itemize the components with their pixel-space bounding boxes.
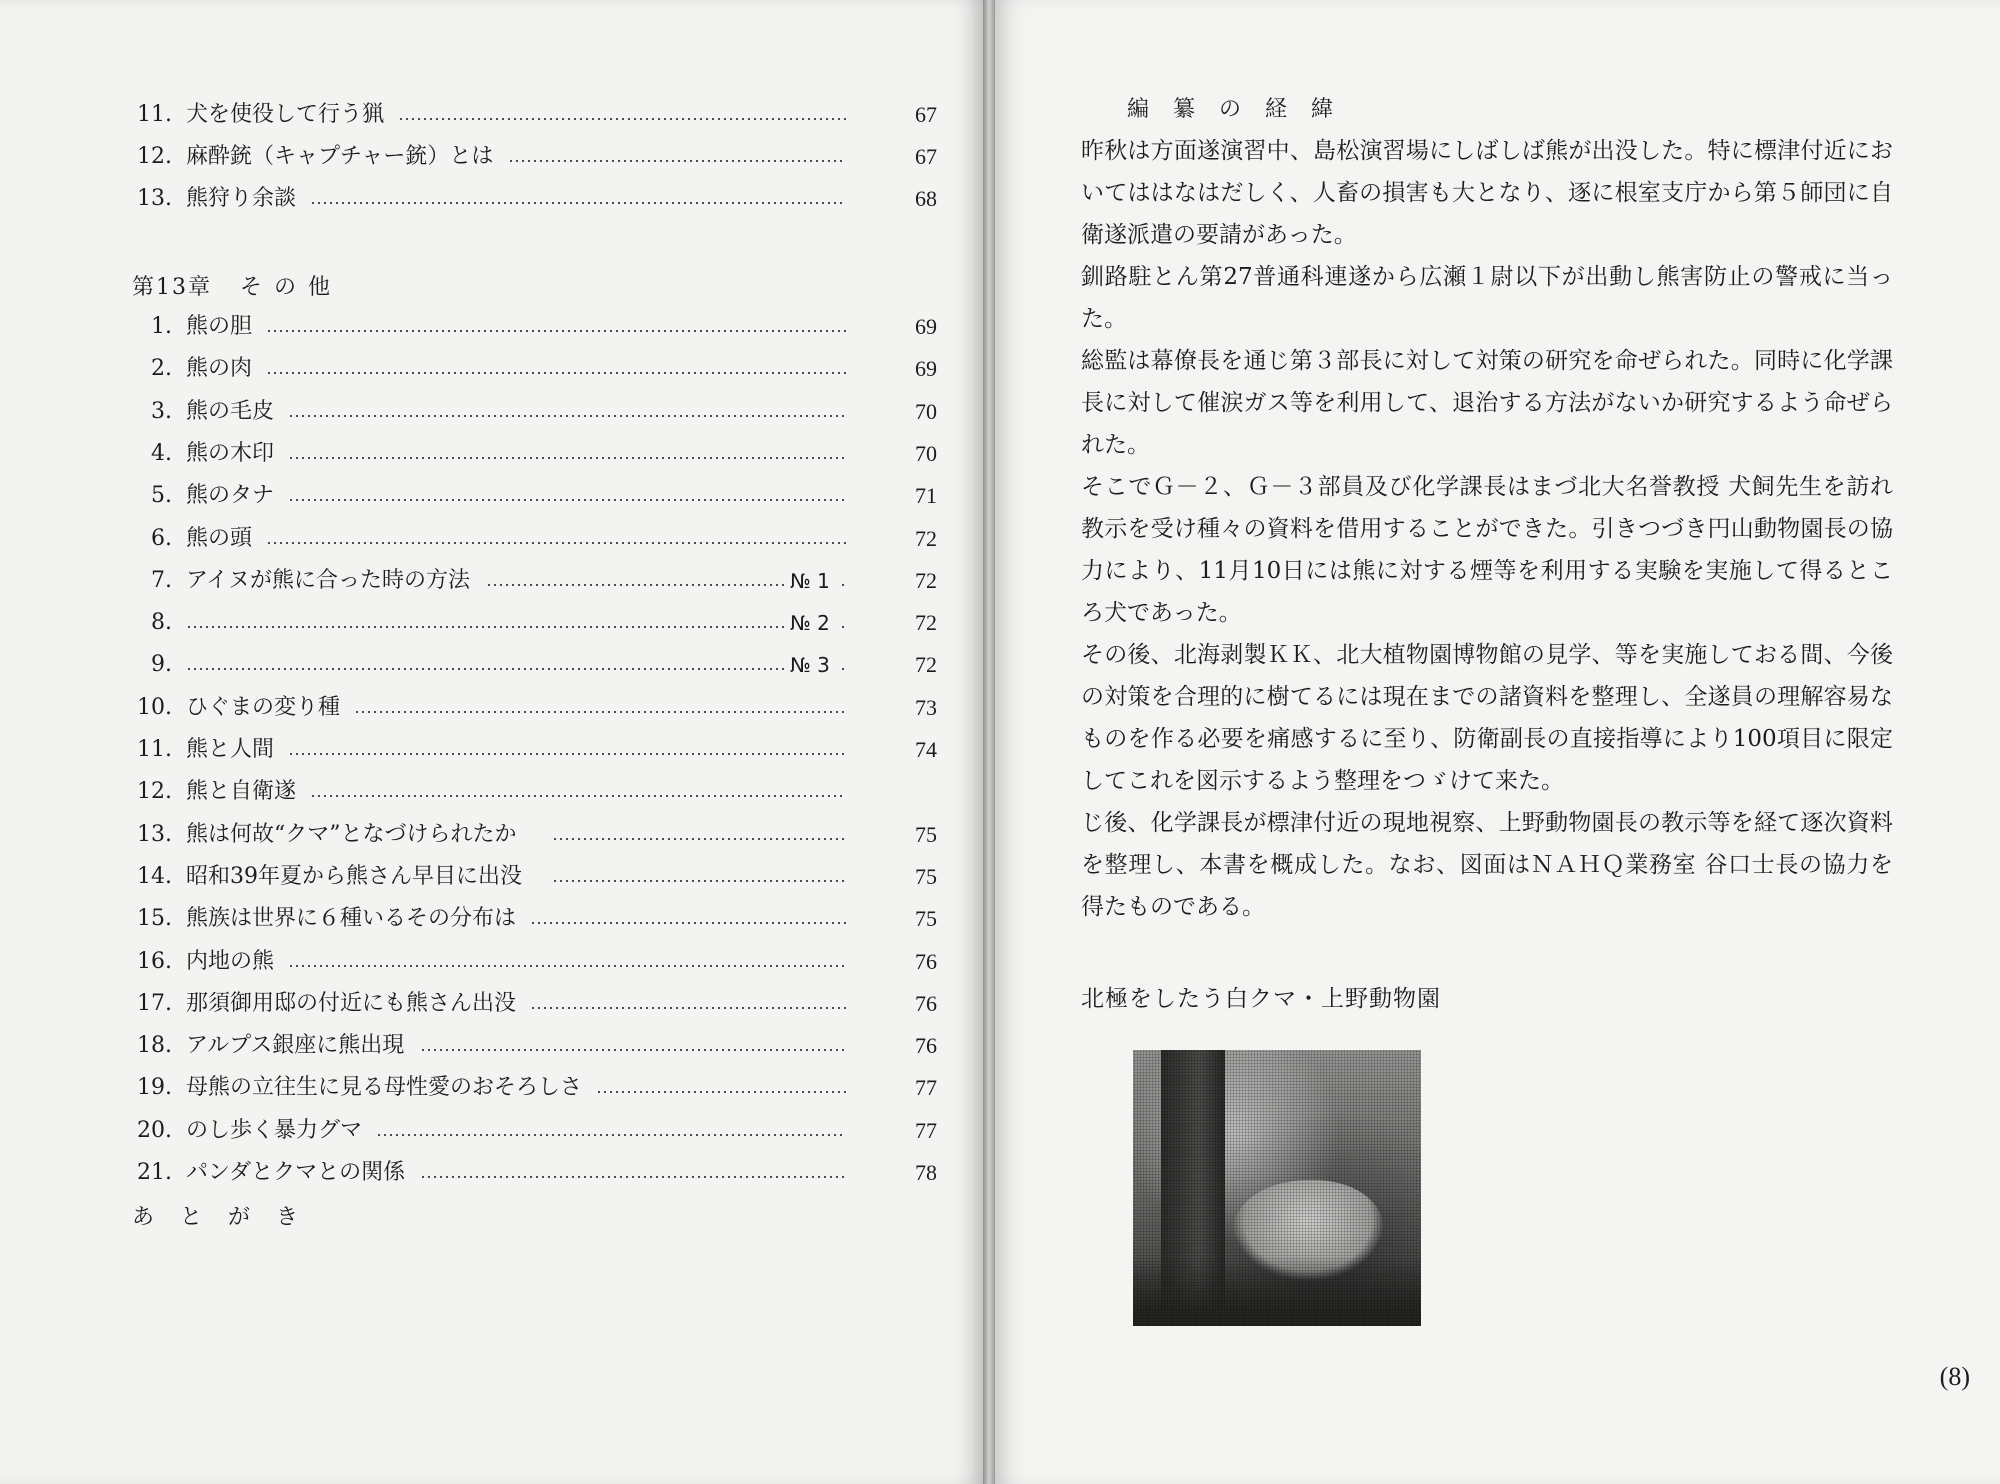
toc-title: 熊の胆 bbox=[186, 314, 253, 339]
toc-number: 9. bbox=[151, 652, 172, 678]
toc-page-number: 72 bbox=[915, 652, 937, 678]
toc-number: 3. bbox=[151, 398, 172, 424]
toc-row bbox=[0, 100, 983, 130]
toc-part-tag: № 3 bbox=[790, 653, 830, 678]
toc-row bbox=[0, 947, 983, 977]
toc-row bbox=[0, 820, 983, 850]
toc-page-number: 71 bbox=[915, 483, 937, 509]
left-page bbox=[0, 0, 983, 1484]
toc-title: 熊の毛皮 bbox=[186, 398, 275, 424]
toc-row bbox=[0, 862, 983, 892]
chapter-heading bbox=[132, 270, 342, 301]
toc-leader-dots bbox=[266, 330, 846, 332]
toc-page-number: 72 bbox=[915, 610, 937, 636]
toc-number: 15. bbox=[137, 906, 172, 932]
toc-leader-dots bbox=[552, 838, 846, 840]
toc-leader-dots bbox=[530, 1007, 846, 1009]
toc-row bbox=[0, 904, 983, 934]
toc-leader-dots bbox=[398, 118, 846, 120]
toc-title: アイヌが熊に合った時の方法 bbox=[186, 567, 471, 593]
toc-number: 20. bbox=[137, 1117, 172, 1143]
toc-leader-dots bbox=[288, 457, 846, 459]
toc-leader-dots bbox=[310, 202, 846, 204]
toc-row bbox=[0, 989, 983, 1019]
toc-title: 熊狩り余談 bbox=[186, 186, 297, 211]
toc-leader-dots bbox=[530, 922, 846, 924]
toc-number: 13. bbox=[137, 186, 172, 211]
toc-row bbox=[0, 650, 983, 680]
toc-page-number: 75 bbox=[915, 906, 937, 932]
toc-page-number: 78 bbox=[915, 1160, 937, 1185]
toc-page-number: 69 bbox=[915, 314, 937, 339]
book-gutter bbox=[983, 0, 995, 1484]
toc-number: 14. bbox=[137, 863, 172, 889]
toc-page-number: 70 bbox=[915, 440, 937, 466]
toc-title: 那須御用邸の付近にも熊さん出没 bbox=[186, 990, 517, 1016]
toc-leader-dots bbox=[288, 753, 846, 755]
paragraph-2: 釧路駐とん第27普通科連遂から広瀬１尉以下が出動し熊害防止の警戒に当った。 bbox=[1081, 264, 1893, 332]
toc-leader-dots bbox=[508, 160, 846, 162]
paragraph-6: じ後、化学課長が標津付近の現地視察、上野動物園長の教示等を経て逐次資料を整理し、本書を概成した。なお、図面はＮＡＨＱ業務室 谷口士長の協力を得たものである。 bbox=[1081, 810, 1893, 920]
toc-page-number: 76 bbox=[915, 948, 937, 974]
toc-row bbox=[0, 439, 983, 469]
toc-page-number: 72 bbox=[915, 567, 937, 593]
toc-number: 1. bbox=[151, 314, 172, 339]
toc-page-number: 67 bbox=[915, 144, 937, 169]
toc-number: 11. bbox=[137, 737, 172, 762]
paragraph-3: 総監は幕僚長を通じ第３部長に対して対策の研究を命ぜられた。同時に化学課長に対して催涙ガス等を利用して、退治する方法がないか研究するよう命ぜられた。 bbox=[1081, 348, 1893, 458]
toc-page-number: 76 bbox=[915, 1033, 937, 1059]
toc-row bbox=[0, 481, 983, 511]
toc-row bbox=[0, 735, 983, 765]
toc-number: 6. bbox=[151, 525, 172, 551]
toc-row bbox=[0, 397, 983, 427]
toc-leader-dots bbox=[354, 711, 846, 713]
toc-title: ひぐまの変り種 bbox=[186, 694, 341, 720]
toc-part-tag: № 1 bbox=[790, 568, 830, 593]
toc-title: 熊の肉 bbox=[186, 356, 253, 382]
toc-row bbox=[0, 1031, 983, 1061]
toc-leader-dots bbox=[310, 795, 846, 797]
toc-leader-dots bbox=[486, 584, 784, 586]
toc-title: のし歩く暴力グマ bbox=[186, 1117, 363, 1143]
paragraph-1: 昨秋は方面遂演習中、島松演習場にしばしば熊が出没した。特に標津付近においてははなはだしく、人畜の損害も大となり、逐に根室支庁から第５師団に自衛遂派遣の要請があった。 bbox=[1081, 138, 1893, 248]
toc-row bbox=[0, 566, 983, 596]
toc-leader-dots bbox=[596, 1091, 846, 1093]
toc-title: 熊族は世界に６種いるその分布は bbox=[186, 906, 517, 932]
toc-number: 11. bbox=[137, 102, 172, 127]
toc-row bbox=[0, 1116, 983, 1146]
toc-leader-dots bbox=[186, 626, 784, 628]
paragraph-4: そこでＧ－２、Ｇ－３部員及び化学課長はまづ北大名誉教授 犬飼先生を訪れ教示を受け種々の資料を借用することができた。引きつづき円山動物園長の協力により、11月10日には熊に対する煙等を利用する実験を実施して得るところ犬であった。 bbox=[1081, 474, 1893, 626]
toc-page-number: 75 bbox=[915, 863, 937, 889]
toc-row bbox=[0, 354, 983, 384]
toc-page-number: 70 bbox=[915, 398, 937, 424]
toc-row bbox=[0, 608, 983, 638]
toc-leader-dots bbox=[288, 415, 846, 417]
toc-leader-dots bbox=[420, 1176, 846, 1178]
toc-page-number: 67 bbox=[915, 102, 937, 127]
toc-title: 内地の熊 bbox=[186, 948, 275, 974]
toc-number: 21. bbox=[137, 1160, 172, 1185]
toc-page-number: 77 bbox=[915, 1075, 937, 1101]
toc-number: 12. bbox=[137, 144, 172, 169]
toc-leader-dots bbox=[552, 880, 846, 882]
toc-title: 熊のタナ bbox=[186, 483, 275, 509]
toc-title: パンダとクマとの関係 bbox=[186, 1160, 406, 1185]
toc-title: 熊の木印 bbox=[186, 440, 275, 466]
toc-leader-dots bbox=[840, 668, 846, 670]
toc-row bbox=[0, 524, 983, 554]
toc-row bbox=[0, 1073, 983, 1103]
toc-title: 母熊の立往生に見る母性愛のおそろしさ bbox=[186, 1075, 583, 1101]
halftone-texture bbox=[1133, 1050, 1421, 1326]
chapter-title: その他 bbox=[240, 275, 343, 300]
toc-leader-dots bbox=[376, 1134, 846, 1136]
afterword-entry: あとがき bbox=[132, 1205, 325, 1230]
toc-title: 麻酔銃（キャプチャー銃）とは bbox=[186, 144, 494, 169]
toc-number: 5. bbox=[151, 483, 172, 509]
toc-page-number: 69 bbox=[915, 356, 937, 382]
toc-row bbox=[0, 184, 983, 214]
toc-page-number: 77 bbox=[915, 1117, 937, 1143]
right-page bbox=[995, 0, 2000, 1484]
toc-number: 4. bbox=[151, 440, 172, 466]
toc-title: 熊の頭 bbox=[186, 525, 253, 551]
chapter-label: 第13章 bbox=[132, 275, 212, 300]
toc-title: 熊と人間 bbox=[186, 737, 275, 762]
toc-leader-dots bbox=[840, 584, 846, 586]
page-number: (8) bbox=[1939, 1362, 1970, 1391]
toc-title: アルプス銀座に熊出現 bbox=[186, 1033, 405, 1059]
toc-title: 昭和39年夏から熊さん早目に出没 bbox=[186, 863, 522, 889]
toc-title: 熊と自衛遂 bbox=[186, 779, 297, 805]
toc-page-number: 73 bbox=[915, 694, 937, 720]
toc-number: 7. bbox=[151, 567, 172, 593]
toc-page-number: 72 bbox=[915, 525, 937, 551]
toc-number: 18. bbox=[137, 1033, 172, 1059]
toc-part-tag: № 2 bbox=[790, 611, 830, 636]
toc-leader-dots bbox=[288, 965, 846, 967]
toc-number: 19. bbox=[137, 1075, 172, 1101]
toc-row bbox=[0, 312, 983, 342]
toc-number: 8. bbox=[151, 610, 172, 636]
toc-row bbox=[0, 142, 983, 172]
toc-number: 13. bbox=[137, 821, 172, 847]
toc-number: 2. bbox=[151, 356, 172, 382]
toc-leader-dots bbox=[288, 499, 846, 501]
toc-leader-dots bbox=[186, 668, 784, 670]
polar-bear-photo bbox=[1133, 1050, 1421, 1326]
toc-number: 12. bbox=[137, 779, 172, 805]
photo-caption: 北極をしたう白クマ・上野動物園 bbox=[1081, 986, 1441, 1012]
toc-page-number: 74 bbox=[915, 737, 937, 762]
toc-number: 17. bbox=[137, 990, 172, 1016]
toc-page-number: 75 bbox=[915, 821, 937, 847]
toc-page-number: 68 bbox=[915, 186, 937, 211]
toc-number: 16. bbox=[137, 948, 172, 974]
toc-row bbox=[0, 777, 983, 807]
toc-title: 熊は何故“クマ”となづけられたか bbox=[186, 821, 517, 847]
section-heading: 編纂の経緯 bbox=[1127, 97, 1358, 122]
paragraph-5: その後、北海剥製ＫＫ、北大植物園博物館の見学、等を実施しておる間、今後の対策を合理的に樹てるには現在までの諸資料を整理し、全遂員の理解容易なものを作る必要を痛感するに至り、防衛副長の直接指導により100項目に限定してこれを図示するよう整理をつゞけて来た。 bbox=[1081, 642, 1893, 794]
toc-page-number: 76 bbox=[915, 990, 937, 1016]
toc-number: 10. bbox=[137, 694, 172, 720]
toc-leader-dots bbox=[840, 626, 846, 628]
toc-title: 犬を使役して行う猟 bbox=[186, 102, 385, 127]
toc-leader-dots bbox=[420, 1049, 846, 1051]
toc-row bbox=[0, 1158, 983, 1188]
toc-row bbox=[0, 693, 983, 723]
toc-leader-dots bbox=[266, 542, 846, 544]
toc-leader-dots bbox=[266, 372, 846, 374]
